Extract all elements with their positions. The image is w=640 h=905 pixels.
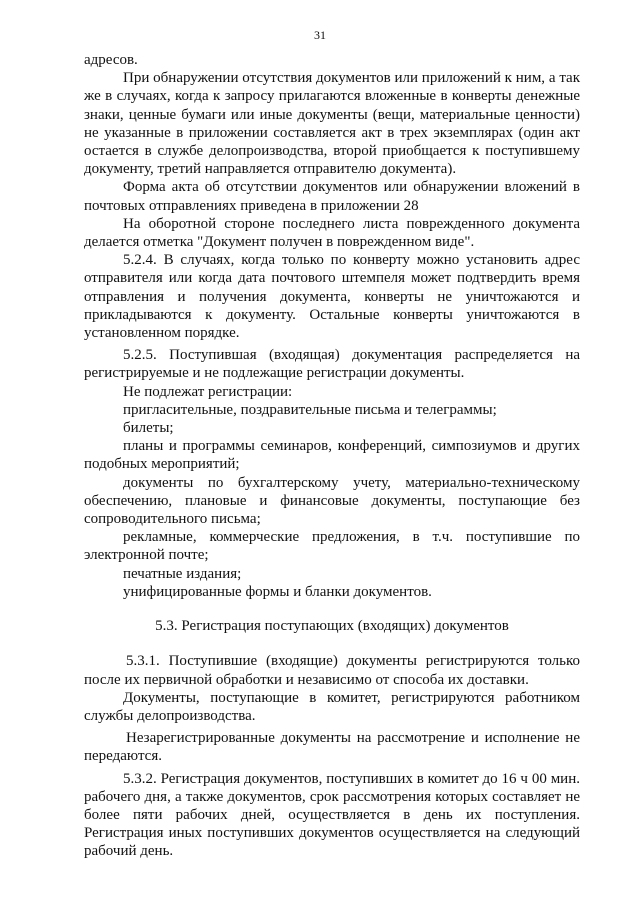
- list-item-7: унифицированные формы и бланки документов.: [123, 583, 432, 600]
- list-item-1: пригласительные, поздравительные письма и телеграммы;: [123, 401, 497, 418]
- list-item-6: печатные издания;: [123, 565, 242, 582]
- document-body: [84, 51, 580, 861]
- list-item-4: документы по бухгалтерскому учету, материально-техническому обеспечению, плановые и финансовые документы, поступающие без сопроводительного письма;: [84, 474, 580, 528]
- section-heading: 5.3. Регистрация поступающих (входящих) документов: [155, 618, 509, 635]
- paragraph-11: 5.3.2. Регистрация документов, поступивших в комитет до 16 ч 00 мин. рабочего дня, а также документов, срок рассмотрения которых составляет не более пяти рабочих дней, осуществляется в день их поступления. Регистрация иных поступивших документов осуществляется на следующий рабочий день.: [84, 770, 580, 860]
- paragraph-2: При обнаружении отсутствия документов или приложений к ним, а так же в случаях, когда к запросу прилагаются вложенные в конверты денежные знаки, ценные бумаги или иные документы (вещи, материальные ценности) не указанные в приложении составляется акт в трех экземплярах (один акт остается в службе делопроизводства, второй приобщается к поступившему документу, третий направляется отправителю документа).: [84, 70, 580, 178]
- paragraph-4: На оборотной стороне последнего листа поврежденного документа делается отметка "Документ получен в поврежденном виде".: [84, 215, 580, 251]
- list-item-3: планы и программы семинаров, конференций, симпозиумов и других подобных мероприятий;: [84, 438, 580, 473]
- paragraph-9: Документы, поступающие в комитет, регистрируются работником службы делопроизводства.: [84, 689, 580, 724]
- paragraph-8: 5.3.1. Поступившие (входящие) документы регистрируются только после их первичной обработки и независимо от способа их доставки.: [84, 653, 580, 688]
- list-item-2: билеты;: [123, 420, 174, 437]
- list-item-5: рекламные, коммерческие предложения, в т.ч. поступившие по электронной почте;: [84, 529, 580, 564]
- page-number: 31: [314, 28, 326, 42]
- paragraph-1: адресов.: [84, 52, 138, 68]
- paragraph-3: Форма акта об отсутствии документов или обнаружении вложений в почтовых отправлениях приведена в приложении 28: [84, 179, 580, 214]
- paragraph-7: Не подлежат регистрации:: [123, 383, 293, 400]
- paragraph-10: Незарегистрированные документы на рассмотрение и исполнение не передаются.: [84, 730, 580, 765]
- paragraph-5: 5.2.4. В случаях, когда только по конверту можно установить адрес отправителя или когда дата почтового штемпеля может подтвердить время отправления и получения документа, конверты не уничтожаются и прикладываются к документу. Остальные конверты уничтожаются в установленном порядке.: [84, 252, 580, 342]
- paragraph-6: 5.2.5. Поступившая (входящая) документация распределяется на регистрируемые и не подлежащие регистрации документы.: [84, 347, 580, 382]
